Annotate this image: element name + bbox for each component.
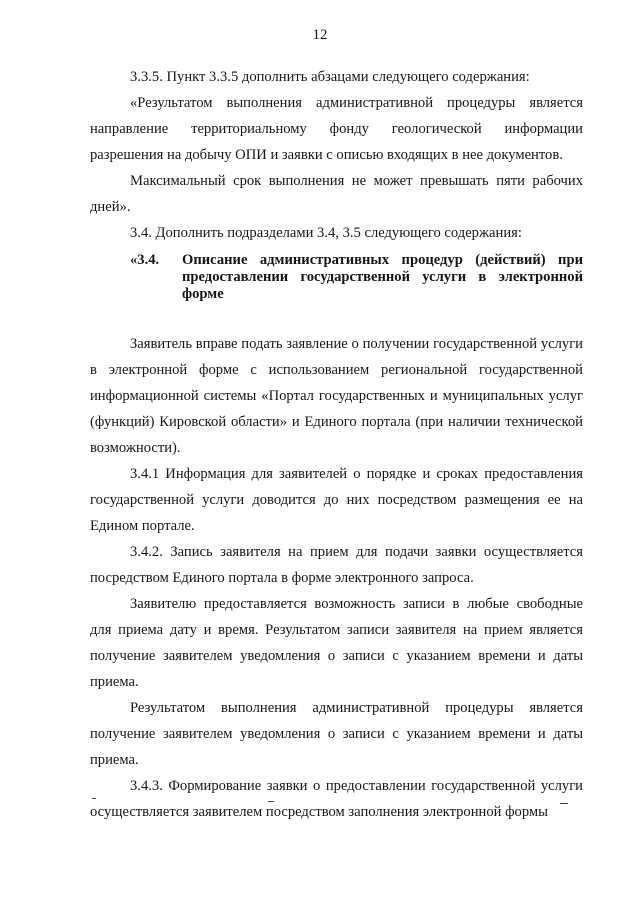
- paragraph-3-4-add: 3.4. Дополнить подразделами 3.4, 3.5 следующего содержания:: [130, 225, 522, 241]
- paragraph-3-3-5: 3.3.5. Пункт 3.3.5 дополнить абзацами следующего содержания:: [130, 69, 530, 85]
- page-number: 12: [312, 27, 328, 43]
- section-heading-number: «3.4.: [130, 252, 160, 268]
- paragraph-procedure-result: Результатом выполнения административной процедуры является получение заявителем уведомления о записи с указанием времени и даты приема.: [90, 700, 583, 768]
- paragraph-3-4-1: 3.4.1 Информация для заявителей о порядке и сроках предоставления государственной услуги доводится до них посредством размещения ее на Едином портале.: [90, 466, 583, 534]
- scan-speck: [92, 798, 96, 799]
- paragraph-appointment-options: Заявителю предоставляется возможность записи в любые свободные для приема дату и время. Результатом записи заявителя на прием является получение заявителем уведомления о записи с указанием времени и даты приема.: [90, 596, 583, 690]
- paragraph-result-direction: «Результатом выполнения административной процедуры является направление территориальному фонду геологической информации разрешения на добычу ОПИ и заявки с описью входящих в нее документов.: [90, 95, 583, 163]
- paragraph-applicant-right: Заявитель вправе подать заявление о получении государственной услуги в электронной форме с использованием региональной государственной информационной системы «Портал государственных и муниципальных услуг (функций) Кировской области» и Единого портала (при наличии технической возможности).: [90, 336, 583, 456]
- paragraph-max-term: Максимальный срок выполнения не может превышать пяти рабочих дней».: [90, 173, 583, 215]
- scan-speck: [560, 803, 568, 804]
- section-heading: [90, 252, 583, 303]
- paragraph-3-4-3: 3.4.3. Формирование заявки о предоставлении государственной услуги осуществляется заявителем посредством заполнения электронной формы: [90, 778, 583, 820]
- document-body: [90, 64, 583, 825]
- section-heading-title: Описание административных процедур (действий) при предоставлении государственной услуги в электронной форме: [182, 252, 583, 302]
- paragraph-3-4-2: 3.4.2. Запись заявителя на прием для подачи заявки осуществляется посредством Единого портала в форме электронного запроса.: [90, 544, 583, 586]
- scan-speck: [268, 801, 274, 802]
